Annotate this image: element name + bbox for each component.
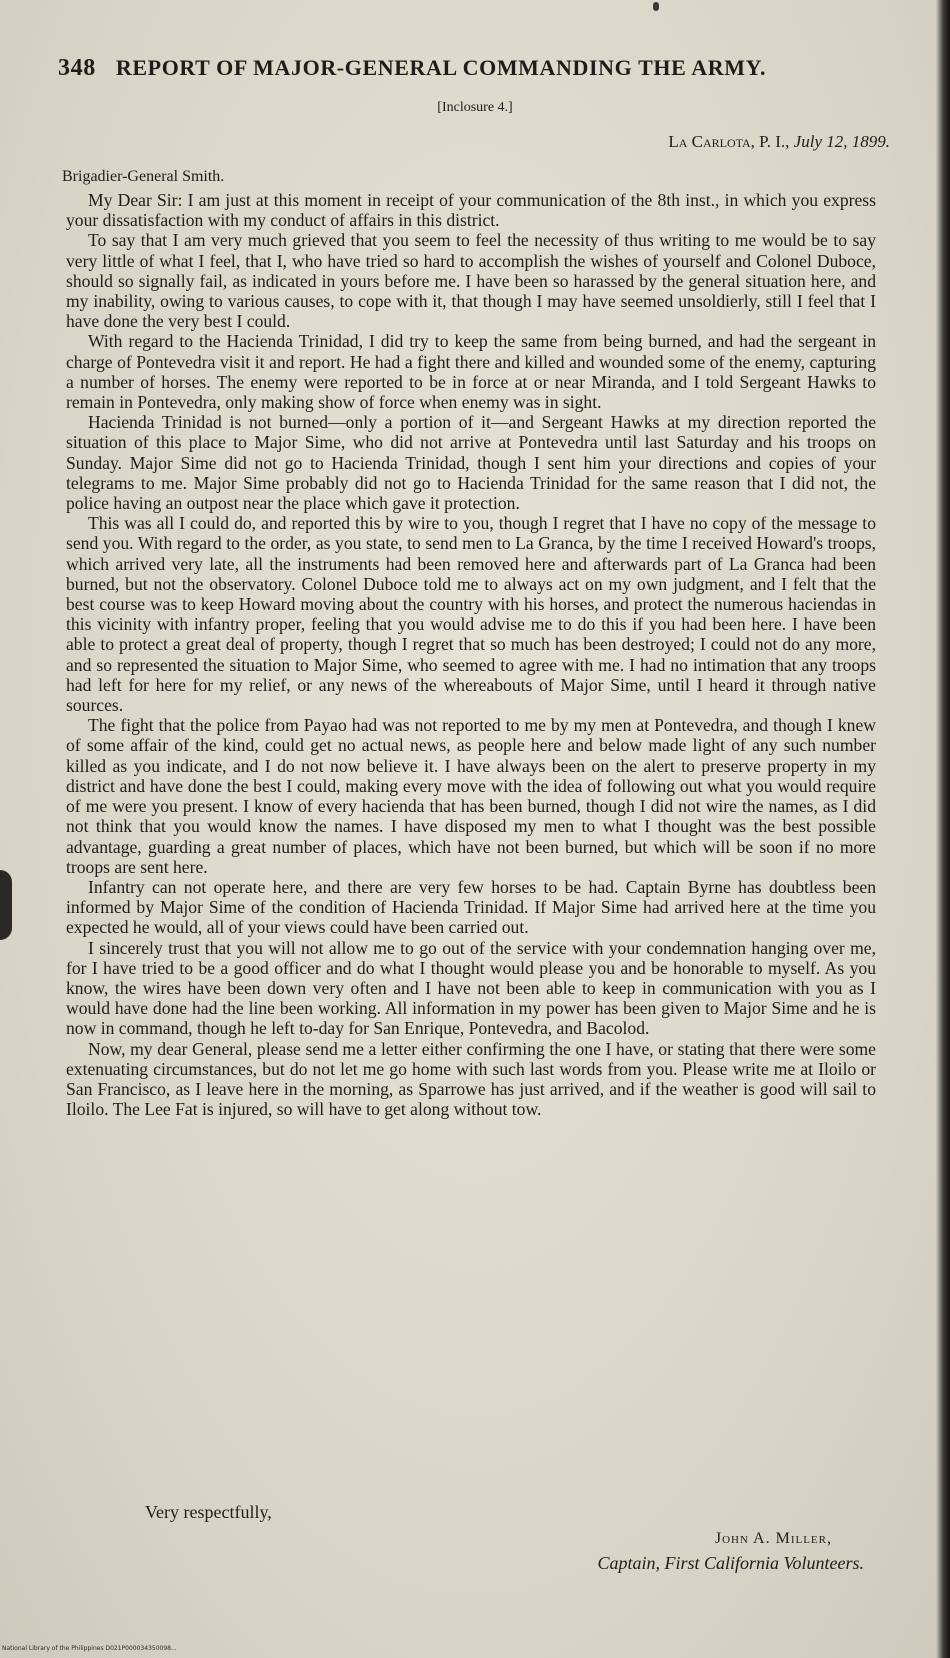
paragraph: The fight that the police from Payao had was not reported to me by my men at Pontevedra, and though I knew of some affair of the kind, could get no actual news, as people here and below made light of any such number killed as you indicate, and I do not now believe it. I have always been on the alert to preserve property in my district and have done the best I could, making every move with the idea of following out what you would require of me were you present. I know of every hacienda that has been burned, though I did not wire the names, as I did not think that you would know the names. I have disposed my men to what I thought was the best possible advantage, guarding a great number of places, which have not been burned, but which will be soon if no more troops are sent here. xyxy=(66,715,876,877)
paragraph: My Dear Sir: I am just at this moment in receipt of your communication of the 8th inst., in which you express your dissatisfaction with my conduct of affairs in this district. xyxy=(66,190,876,231)
dateline-place: La Carlota, P. I., xyxy=(668,132,790,151)
running-title: REPORT OF MAJOR-GENERAL COMMANDING THE ARMY. xyxy=(115,55,767,80)
closing: Very respectfully, xyxy=(145,1502,272,1522)
paragraph: This was all I could do, and reported this by wire to you, though I regret that I have no copy of the message to send you. With regard to the order, as you state, to send men to La Granca, by the time I received Howard's troops, which arrived very late, all the instruments had been removed here and afterwards part of La Granca had been burned, but not the observatory. Colonel Duboce told me to always act on my own judgment, and I felt that the best course was to keep Howard moving about the country with his horses, and protect the numerous haciendas in this vicinity with infantry proper, feeling that you would advise me to do this if you had been here. I have been able to protect a great deal of property, though I regret that so much has been destroyed; I could not do any more, and so represented the situation to Major Sime, who seemed to agree with me. I had no intimation that any troops had left for here for my relief, or any news of the whereabouts of Major Sime, until I heard it through native sources. xyxy=(66,513,876,716)
page-number: 348 xyxy=(58,55,96,81)
paragraph: I sincerely trust that you will not allow me to go out of the service with your condemnation hanging over me, for I have tried to be a good officer and do what I thought would please you and be honorable to myself. As you know, the wires have been down very often and I have not been able to keep in communication with you as I would have done had the line been working. All information in my power has been given to Major Sime and he is now in command, though he left to-day for San Enrique, Pontevedra, and Bacolod. xyxy=(66,937,876,1039)
paragraph: Infantry can not operate here, and there are very few horses to be had. Captain Byrne has doubtless been informed by Major Sime of the condition of Hacienda Trinidad. If Major Sime had arrived here at the time you expected he would, all of your views could have been carried out. xyxy=(66,876,876,938)
dateline xyxy=(668,132,890,152)
dateline-date: July 12, 1899. xyxy=(793,132,890,151)
paragraph: With regard to the Hacienda Trinidad, I did try to keep the same from being burned, and had the sergeant in charge of Pontevedra visit it and report. He had a fight there and killed and wounded some of the enemy, capturing a number of horses. The enemy were reported to be in force at or near Miranda, and I told Sergeant Hawks to remain in Pontevedra, only making show of force when enemy was in sight. xyxy=(66,331,876,413)
paragraph: To say that I am very much grieved that you seem to feel the necessity of thus writing to me would be to say very little of what I feel, that I, who have tried so hard to accomplish the wishes of yourself and Colonel Duboce, should so signally fail, as indicated in yours before me. I have been so harassed by the general situation here, and my inability, owing to various causes, to cope with it, that though I may have seemed unsoldierly, still I feel that I have done the very best I could. xyxy=(66,230,876,332)
letter-body xyxy=(66,190,876,1119)
page-edge-shadow xyxy=(936,0,950,1658)
page-header xyxy=(58,55,858,82)
library-stamp: National Library of the Philippines D021P000034350098... xyxy=(2,1645,177,1652)
signature-title: Captain, First California Volunteers. xyxy=(597,1553,864,1573)
paragraph: Now, my dear General, please send me a letter either confirming the one I have, or stating that there were some extenuating circumstances, but do not let me go home with such last words from you. Please write me at Iloilo or San Francisco, as I leave here in the morning, as Sparrowe has just arrived, and if the weather is good will sail to Iloilo. The Lee Fat is injured, so will have to get along without tow. xyxy=(66,1038,876,1120)
ink-mark xyxy=(653,2,659,11)
salutation: Brigadier-General Smith. xyxy=(62,168,225,185)
paragraph: Hacienda Trinidad is not burned—only a portion of it—and Sergeant Hawks at my direction reported the situation of this place to Major Sime, who did not arrive at Pontevedra until last Saturday and his troops on Sunday. Major Sime did not go to Hacienda Trinidad, though I sent him your directions and copies of your telegrams to me. Major Sime probably did not go to Hacienda Trinidad for the same reason that I did not, the police having an outpost near the place which gave it protection. xyxy=(66,412,876,514)
signature-name: John A. Miller, xyxy=(714,1530,832,1547)
binding-shadow xyxy=(0,870,12,940)
inclosure-label: [Inclosure 4.] xyxy=(437,100,513,115)
